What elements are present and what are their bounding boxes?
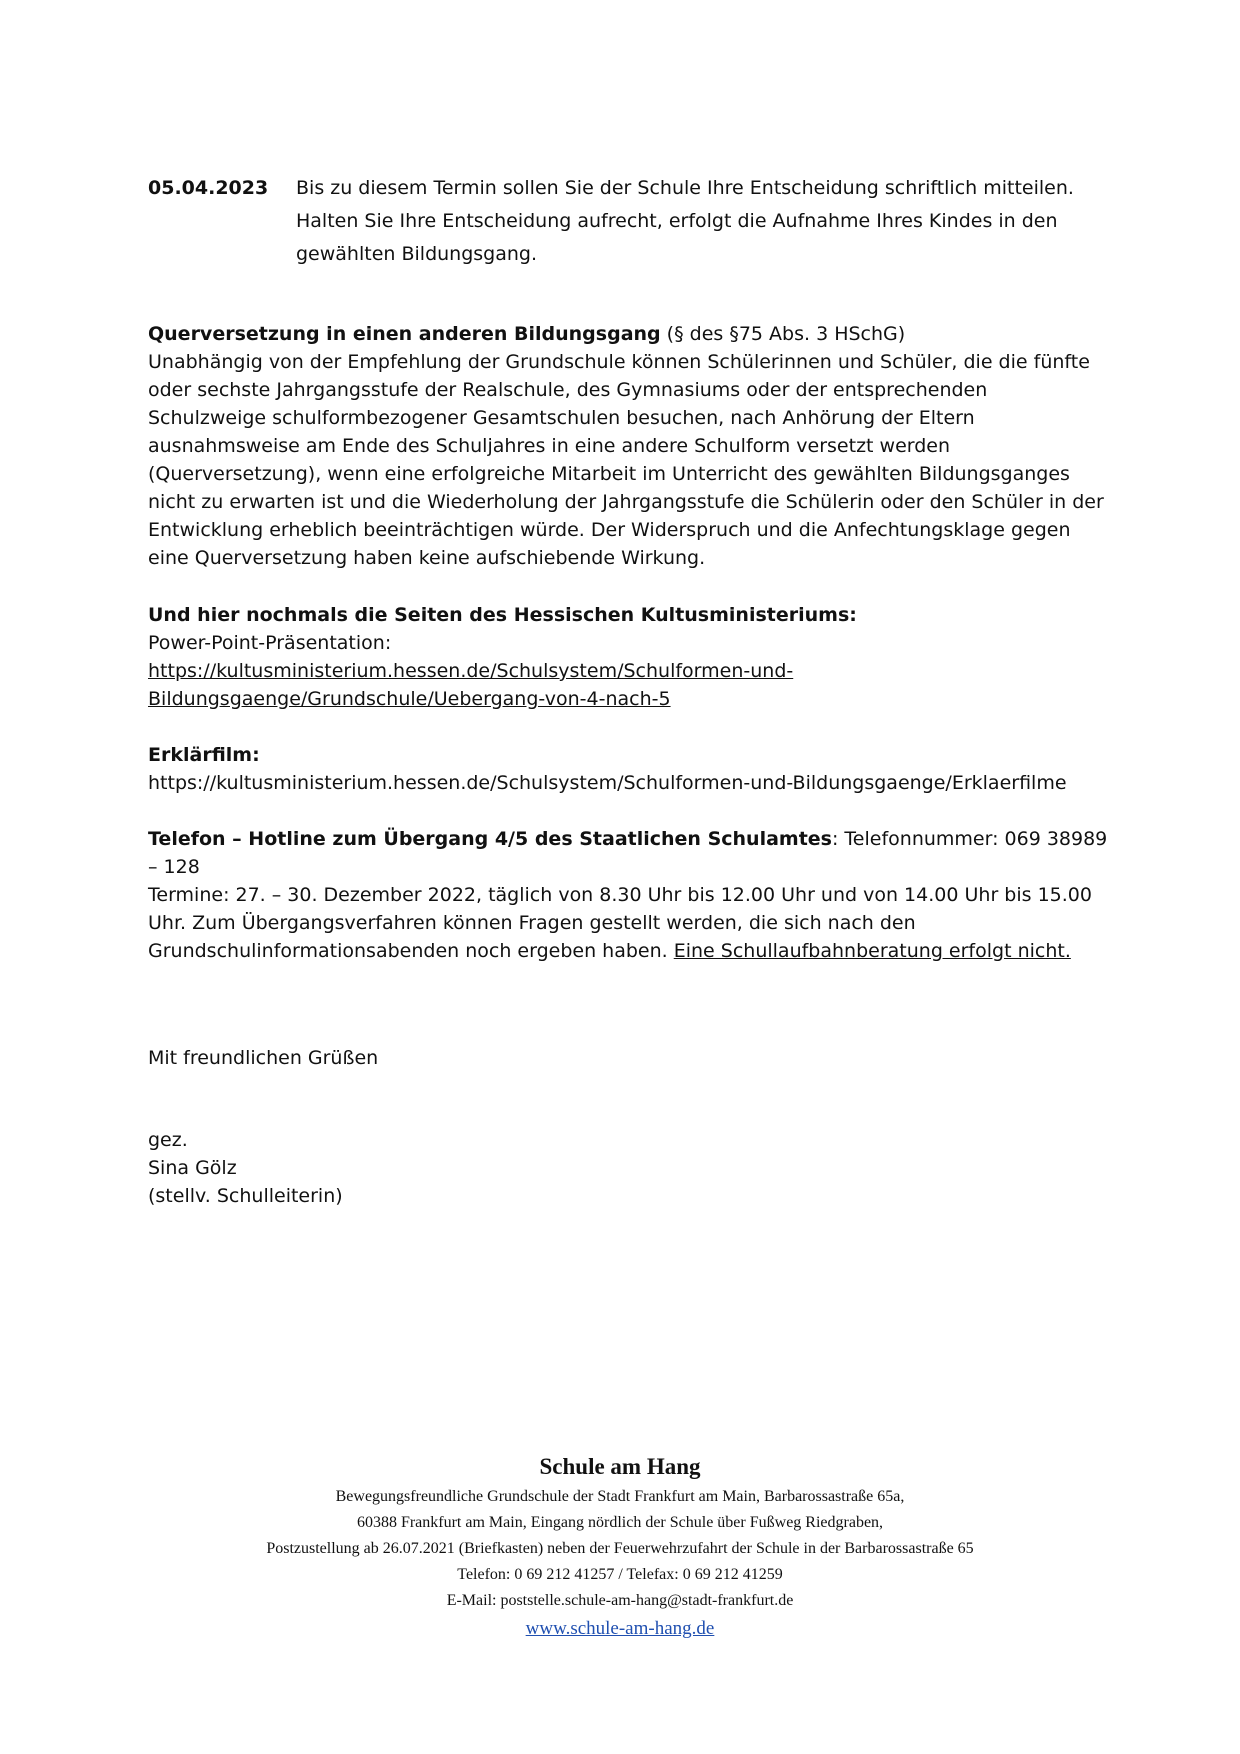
footer-line-5: E-Mail: poststelle.schule-am-hang@stadt-frankfurt.de [446, 1592, 794, 1609]
footer-line-1: Bewegungsfreundliche Grundschule der Stadt Frankfurt am Main, Barbarossastraße 65a, [335, 1488, 905, 1505]
querversetzung-section [148, 320, 1108, 572]
querversetzung-heading: Querversetzung in einen anderen Bildungsgang [148, 323, 661, 345]
footer-line-4: Telefon: 0 69 212 41257 / Telefax: 0 69 212 41259 [457, 1566, 783, 1583]
ppt-link-line2[interactable]: Bildungsgaenge/Grundschule/Uebergang-von-4-nach-5 [148, 688, 671, 710]
closing-greeting: Mit freundlichen Grüßen [148, 1047, 379, 1069]
signature-name: Sina Gölz [148, 1157, 237, 1179]
deadline-text: Bis zu diesem Termin sollen Sie der Schule Ihre Entscheidung schriftlich mitteilen. Halten Sie Ihre Entscheidung aufrecht, erfolgt die Aufnahme Ihres Kindes in den gewählten Bildungsgang. [296, 177, 1074, 265]
ministry-section [148, 601, 1108, 797]
film-link: https://kultusministerium.hessen.de/Schulsystem/Schulformen-und-Bildungsgaenge/Erklaerfilme [148, 772, 1067, 794]
hotline-phone: : Telefonnummer: 069 38989 – 128 [148, 828, 1108, 878]
ppt-link-line1[interactable]: https://kultusministerium.hessen.de/Schulsystem/Schulformen-und- [148, 660, 794, 682]
ppt-label: Power-Point-Präsentation: [148, 632, 392, 654]
signature-role: (stellv. Schulleiterin) [148, 1185, 343, 1207]
querversetzung-heading-suffix: (§ des §75 Abs. 3 HSchG) [660, 323, 906, 345]
deadline-date: 05.04.2023 [148, 177, 269, 199]
querversetzung-body: Unabhängig von der Empfehlung der Grundschule können Schülerinnen und Schüler, die die fünfte oder sechste Jahrgangsstufe der Realschule, des Gymnasiums oder der entsprechenden Schulzweige schulformbezogener Gesamtschulen besuchen, nach Anhörung der Eltern ausnahmsweise am Ende des Schuljahres in eine andere Schulform versetzt werden (Querversetzung), wenn eine erfolgreiche Mitarbeit im Unterricht des gewählten Bildungsganges nicht zu erwarten ist und die Wiederholung der Jahrgangsstufe die Schülerin oder den Schüler in der Entwicklung erheblich beeinträchtigen würde. Der Widerspruch und die Anfechtungsklage gegen eine Querversetzung haben keine aufschiebende Wirkung. [148, 351, 1104, 569]
ministry-heading: Und hier nochmals die Seiten des Hessischen Kultusministeriums: [148, 604, 857, 626]
footer-line-2: 60388 Frankfurt am Main, Eingang nördlich der Schule über Fußweg Riedgraben, [356, 1514, 884, 1531]
letterhead-footer [0, 1450, 1240, 1644]
hotline-section [148, 825, 1108, 965]
hotline-body: Termine: 27. – 30. Dezember 2022, täglich von 8.30 Uhr bis 12.00 Uhr und von 14.00 Uhr bis 15.00 Uhr. Zum Übergangsverfahren können Fragen gestellt werden, die sich nach den Grundschulinformationsabenden noch ergeben haben. [148, 884, 1092, 962]
hotline-note: Eine Schullaufbahnberatung erfolgt nicht. [673, 940, 1071, 962]
signature-block [148, 1126, 1108, 1210]
footer-school-name: Schule am Hang [539, 1454, 701, 1479]
signature-gez: gez. [148, 1129, 188, 1151]
footer-website-link[interactable]: www.schule-am-hang.de [525, 1618, 715, 1639]
hotline-heading: Telefon – Hotline zum Übergang 4/5 des Staatlichen Schulamtes [148, 828, 832, 850]
film-heading: Erklärfilm: [148, 744, 260, 766]
footer-line-3: Postzustellung ab 26.07.2021 (Briefkasten) neben der Feuerwehrzufahrt der Schule in der Barbarossastraße 65 [266, 1540, 974, 1557]
